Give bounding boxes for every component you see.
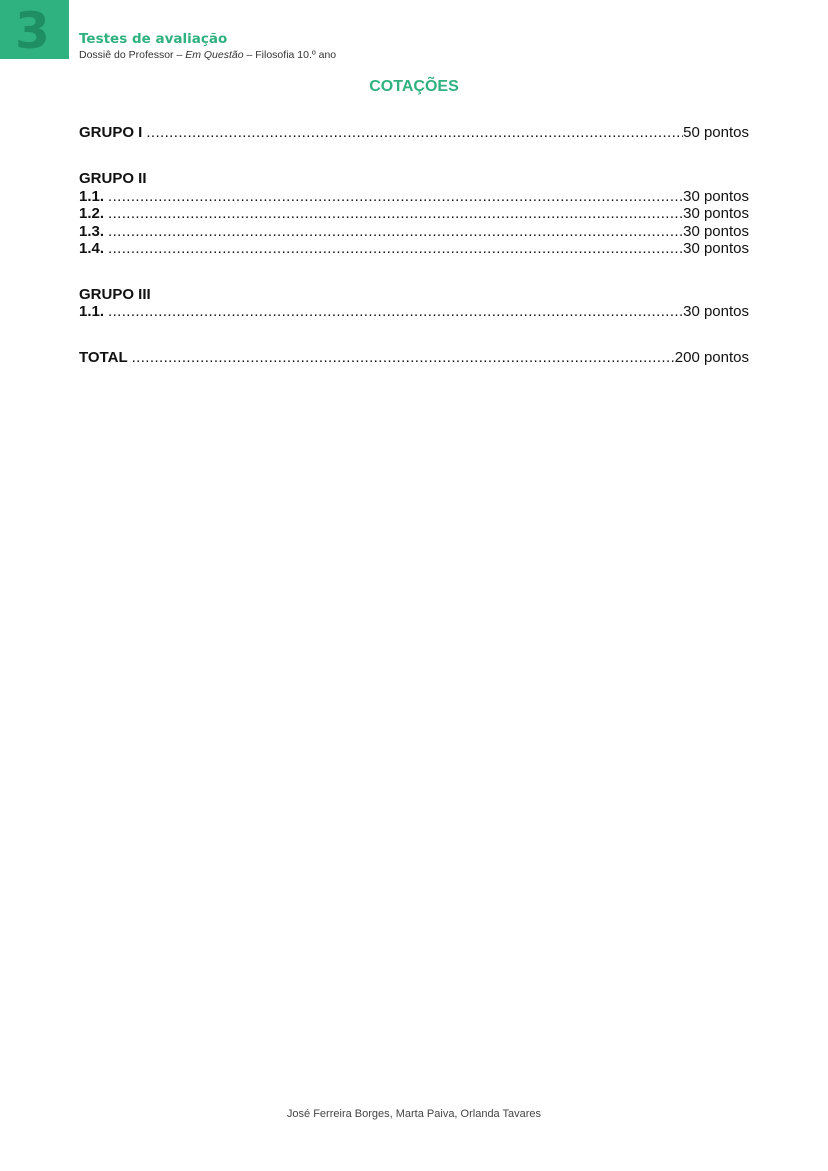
item-label: 1.4. (79, 240, 105, 257)
grupo-iii-item-row (79, 303, 749, 321)
grupo-i-label: GRUPO I (79, 124, 143, 141)
dot-leader (104, 303, 683, 321)
total-points: 200 pontos (674, 349, 749, 366)
grupo-iii-heading: GRUPO III (79, 286, 151, 303)
item-points: 30 pontos (683, 240, 749, 257)
item-label: 1.1. (79, 303, 105, 320)
dot-leader (104, 223, 683, 241)
footer-authors: José Ferreira Borges, Marta Paiva, Orlanda Tavares (286, 1108, 542, 1120)
dot-leader (104, 240, 683, 258)
item-points: 30 pontos (683, 303, 749, 320)
grupo-ii-item-row (79, 223, 749, 241)
chapter-number: 3 (15, 2, 50, 59)
header-subtitle-prefix: Dossiê do Professor – (79, 49, 186, 61)
item-label: 1.3. (79, 223, 105, 240)
total-row (79, 349, 749, 367)
chapter-badge (0, 0, 69, 59)
item-label: 1.2. (79, 205, 105, 222)
page-title: COTAÇÕES (369, 78, 459, 95)
dot-leader (104, 205, 683, 223)
dot-leader (104, 188, 683, 206)
header-subtitle-suffix: – Filosofia 10.º ano (243, 49, 337, 61)
grupo-i-row (79, 124, 749, 142)
total-label: TOTAL (79, 349, 128, 366)
grupo-ii-heading: GRUPO II (79, 170, 147, 187)
item-label: 1.1. (79, 188, 105, 205)
item-points: 30 pontos (683, 205, 749, 222)
dot-leader (142, 124, 683, 142)
grupo-i-points: 50 pontos (683, 124, 749, 141)
grupo-ii-item-row (79, 188, 749, 206)
header-subtitle-italic: Em Questão (185, 49, 244, 61)
header-title: Testes de avaliação (79, 31, 228, 47)
item-points: 30 pontos (683, 223, 749, 240)
grupo-ii-item-row (79, 240, 749, 258)
header-subtitle (79, 49, 336, 61)
item-points: 30 pontos (683, 188, 749, 205)
dot-leader (128, 349, 675, 367)
grupo-ii-item-row (79, 205, 749, 223)
